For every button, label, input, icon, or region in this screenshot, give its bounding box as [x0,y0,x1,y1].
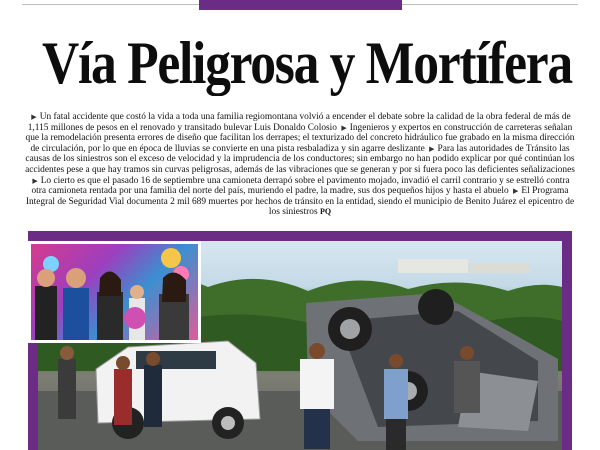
section-tab [199,0,402,10]
paragraph-segment: Lo cierto es que el pasado 16 de septiembre una camioneta derrapó sobre el pavimento mojado, invadió el carril contrario y se estrelló contra otra camioneta rentada por una familia del norte del país, muriendo el padre, la madre, sus dos pequeños hijos y hasta el abuelo [31,175,570,197]
headline: Vía Peligrosa y Mortífera [42,30,572,96]
author-signature: PQ [319,207,332,217]
paragraph-segment: Un fatal accidente que costó la vida a toda una familia regiomontana volvió a encender el debate sobre la calidad de la obra federal de más de 1,115 millones de pesos en el renovado y transitado bulevar Luis Donaldo Colosio [27,112,571,133]
family-photo [31,244,198,340]
bullet-icon: ▶ [341,123,347,132]
family-illustration [31,244,198,340]
bullet-icon: ▶ [513,187,519,196]
bullet-icon: ▶ [32,176,38,185]
family-photo-inset [28,241,201,343]
paragraph-segment: El Programa Integral de Seguridad Vial documenta 2 mil 689 muertes por hechos de tránsito en la entidad, siendo el municipio de Benito Juárez el epicentro de los siniestros [25,186,575,218]
bullet-icon: ▶ [31,113,37,121]
paragraph-segment: Para las autoridades de Tránsito las causas de los siniestros son el exceso de velocidad y la imprudencia de los conductores; sin embargo no han podido explicar por qué continúan los accidentes pese a que hay tramos sin curvas peligrosas, además de las vibraciones que se generan y por si fuera poco las deficientes señalizaciones [25,143,575,175]
paragraph-segment: Ingenieros y expertos en construcción de carreteras señalan que la remodelación presenta errores de diseño que facilitan los derrapes; el texturizado del concreto hidráulico fue grabado en la misma dirección de circulación, por lo que en época de lluvias se convierte en una pista resbaladiza y sin agarre deslizante [25,122,575,154]
bullet-icon: ▶ [429,144,435,153]
article-body [22,112,578,218]
